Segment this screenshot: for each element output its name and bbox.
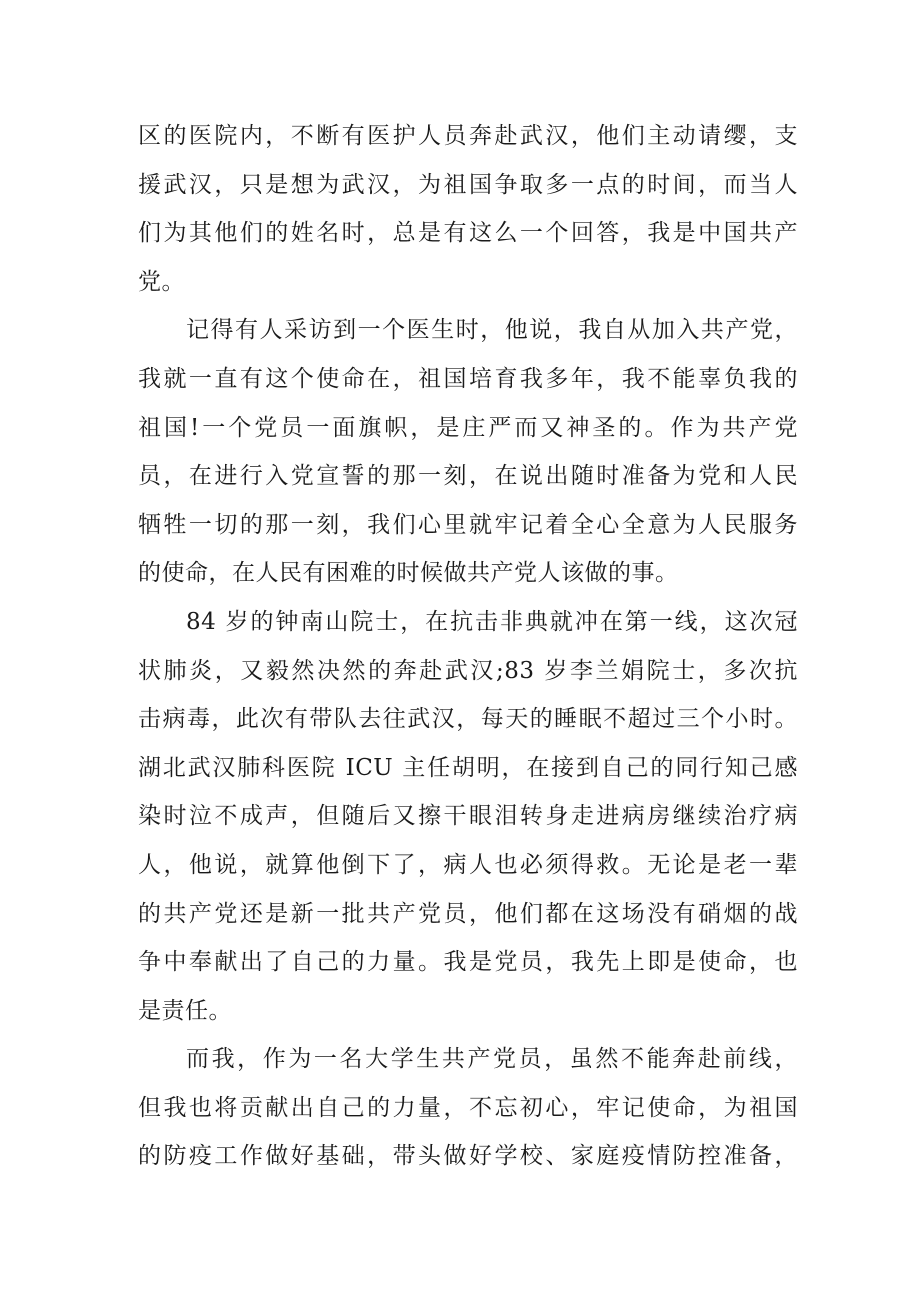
text-line: 祖国!一个党员一面旗帜，是庄严而又神圣的。作为共产党 [138, 414, 798, 441]
text-line: 党。 [138, 268, 185, 295]
text-line: 的使命，在人民有困难的时候做共产党人该做的事。 [138, 560, 679, 587]
text-line: 是责任。 [138, 997, 232, 1024]
text-line: 争中奉献出了自己的力量。我是党员，我先上即是使命，也 [138, 949, 798, 976]
text-line: 但我也将贡献出自己的力量，不忘初心，牢记使命，为祖国 [138, 1094, 798, 1121]
text-line: 们为其他们的姓名时，总是有这么一个回答，我是中国共产 [138, 220, 798, 247]
text-line: 的防疫工作做好基础，带头做好学校、家庭疫情防控准备， [138, 1143, 798, 1170]
paragraph-2 [138, 306, 798, 598]
document-body [138, 112, 798, 1181]
paragraph-3 [138, 598, 798, 1035]
text-line: 湖北武汉肺科医院 ICU 主任胡明，在接到自己的同行知己感 [138, 754, 798, 781]
text-line: 区的医院内，不断有医护人员奔赴武汉，他们主动请缨，支 [138, 123, 798, 149]
text-line: 击病毒，此次有带队去往武汉，每天的睡眠不超过三个小时。 [138, 706, 798, 733]
text-line: 而我，作为一名大学生共产党员，虽然不能奔赴前线， [186, 1046, 798, 1073]
text-line: 我就一直有这个使命在，祖国培育我多年，我不能辜负我的 [138, 365, 798, 392]
paragraph-1 [138, 112, 798, 306]
text-line: 人，他说，就算他倒下了，病人也必须得救。无论是老一辈 [138, 851, 798, 878]
text-line: 染时泣不成声，但随后又擦干眼泪转身走进病房继续治疗病 [138, 803, 798, 830]
text-line: 的共产党还是新一批共产党员，他们都在这场没有硝烟的战 [138, 900, 798, 927]
paragraph-4 [138, 1035, 798, 1181]
text-line: 牺牲一切的那一刻，我们心里就牢记着全心全意为人民服务 [138, 511, 798, 538]
text-line: 援武汉，只是想为武汉，为祖国争取多一点的时间，而当人 [138, 171, 798, 198]
text-line: 84 岁的钟南山院士，在抗击非典就冲在第一线，这次冠 [186, 608, 798, 635]
text-line: 员，在进行入党宣誓的那一刻，在说出随时准备为党和人民 [138, 463, 798, 490]
text-line: 记得有人采访到一个医生时，他说，我自从加入共产党， [186, 317, 798, 344]
text-line: 状肺炎，又毅然决然的奔赴武汉;83 岁李兰娟院士，多次抗 [138, 657, 798, 684]
